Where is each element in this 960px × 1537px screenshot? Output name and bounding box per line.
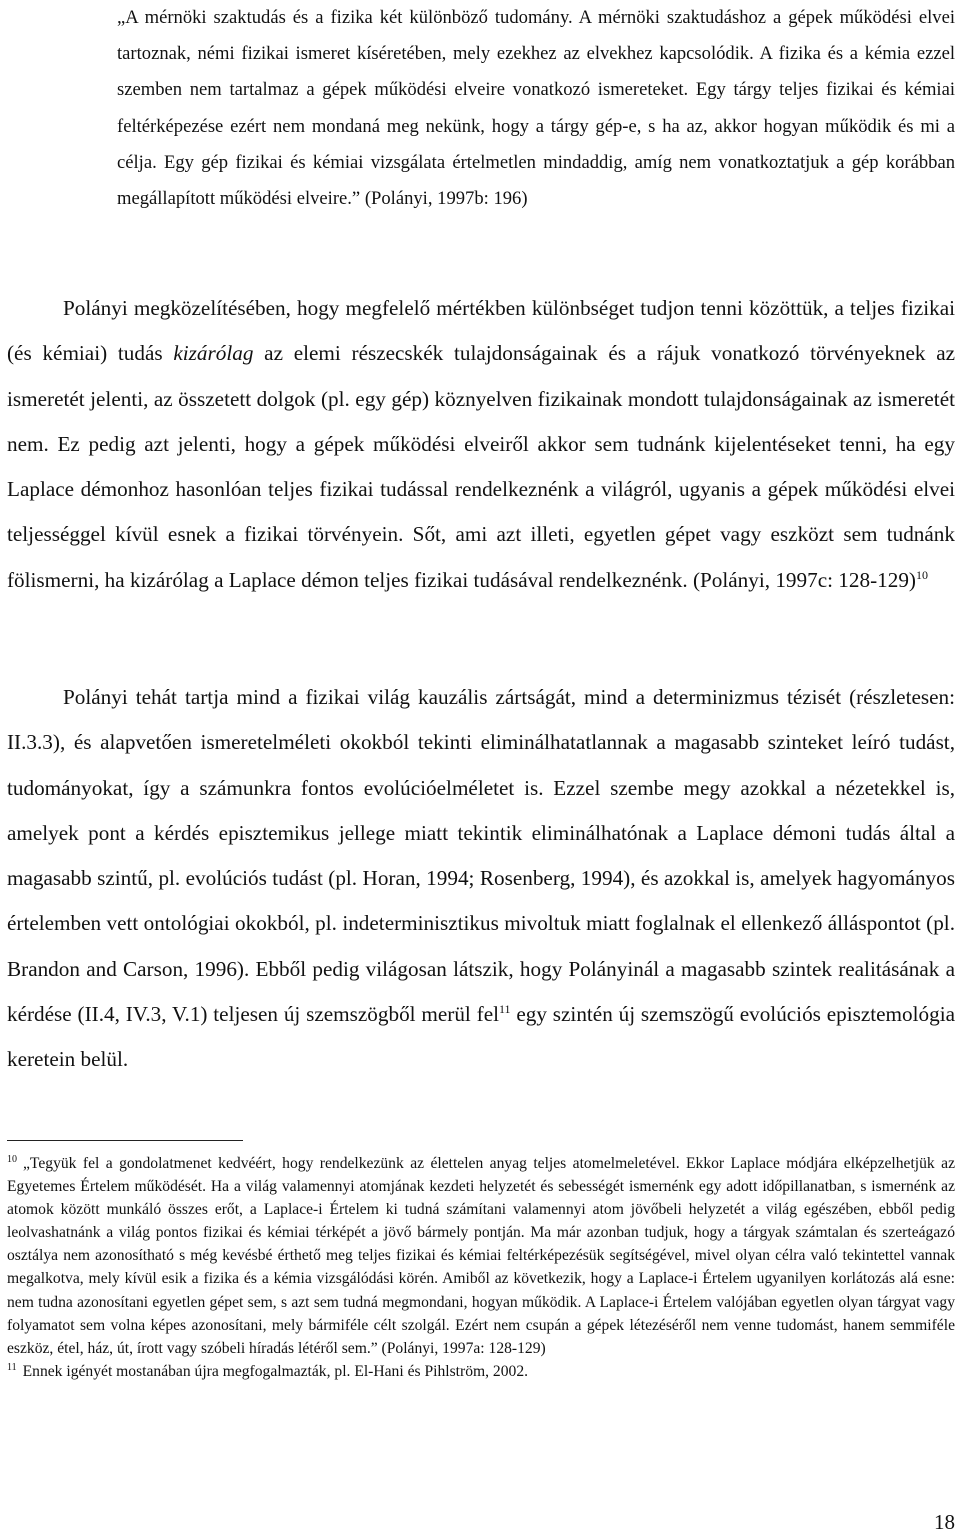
footnote-11 bbox=[7, 1360, 955, 1383]
footnote-separator bbox=[7, 1140, 243, 1141]
footnote-number: 11 bbox=[7, 1361, 17, 1373]
block-quote-text: „A mérnöki szaktudás és a fizika két különböző tudomány. A mérnöki szaktudáshoz a gépek működési elvei tartoznak, némi fizikai ismeret kíséretében, mely ezekhez az elvekhez kapcsolódik. A fizika és a kémia ezzel szemben nem tartalmaz a gépek működési elveire vonatkozó ismereteket. Egy tárgy teljes fizikai és kémiai feltérképezése ezért nem mondaná meg nekünk, hogy a tárgy gép-e, s ha az, akkor hogyan működik és mi a célja. Egy gép fizikai és kémiai vizsgálata értelmetlen mindaddig, amíg nem vonatkoztatjuk a gép korábban megállapított működési elveire.” (Polányi, 1997b: 196) bbox=[117, 7, 955, 210]
paragraph-text: egy szintén új szemszögű evolúciós episztemológia keretein belül. bbox=[7, 1002, 955, 1072]
footnote-text: „Tegyük fel a gondolatmenet kedvéért, hogy rendelkezünk az élettelen anyag teljes atomelmeletével. Ekkor Laplace módjára elképzelhetjük az Egyetemes Értelem működését. Ha a világ valamennyi atomjának kezdeti helyzetét és sebességét ismernénk egy adott időpillanatban, s ismernénk az atomok között munkáló összes erőt, a Laplace-i Értelem ki tudná számítani valamennyi atom jövőbeli helyzetét a világ egészében, ebből pedig leolvashatnánk a világ pontos fizikai és kémiai térképét a jövő bármely pontján. Ma már azonban tudjuk, hogy a tárgyak számtalan és szerteágazó osztálya nem azonosítható s még kevésbé érthető meg teljes fizikai és kémiai feltérképezésük segítségével, mivel olyan célra való tekintettel vannak megalkotva, mely kívül esik a fizika és a kémia vizsgálódási körén. Amiből az következik, hogy a Laplace-i Értelem ugyanilyen korlátozás alá esne: nem tudna azonosítani egyetlen gépet sem, s azt sem tudná megmondani, hogyan működik. A Laplace-i Értelem valójában egyetlen olyan tárgyat vagy folyamatot sem volna képes azonosítani, mely bármiféle célt szolgál. Ezért nem csupán a gépek létezéséről nem venne tudomást, hanem semmiféle eszköz, étel, ház, út, írott vagy szóbeli híradás létéről sem.” (Polányi, 1997a: 128-129) bbox=[7, 1155, 955, 1357]
body-paragraph-2 bbox=[7, 675, 955, 1083]
emphasis-word: kizárólag bbox=[173, 341, 254, 366]
paragraph-text: Polányi megközelítésében, hogy megfelelő mértékben különbséget tudjon tenni közöttük, a teljes fizikai (és kémiai) tudás bbox=[7, 296, 955, 366]
footnote-number: 10 bbox=[7, 1153, 17, 1165]
block-quote bbox=[117, 0, 955, 217]
footnotes bbox=[7, 1152, 955, 1383]
footnote-reference-10[interactable]: 10 bbox=[915, 567, 928, 582]
paragraph-text: Polányi tehát tartja mind a fizikai világ kauzális zártságát, mind a determinizmus tézisét (részletesen: II.3.3), és alapvetően ismeretelméleti okokból tekinti eliminálhatatlannak a magasabb szinteket leíró tudást, tudományokat, így a számunkra fontos evolúcióelméletet is. Ezzel szembe megy azokkal a nézetekkel is, amelyek pont a kérdés episztemikus jellege miatt tekintik eliminálhatónak a Laplace démoni tudás által a magasabb szintű, pl. evolúciós tudást (pl. Horan, 1994; Rosenberg, 1994), és azokkal is, amelyek hagyományos értelemben vett ontológiai okokból, pl. indeterminisztikus mivoltuk miatt foglalnak el ellenkező álláspontot (pl. Brandon and Carson, 1996). Ebből pedig világosan látszik, hogy Polányinál a magasabb szintek realitásának a kérdése (II.4, IV.3, V.1) teljesen új szemszögből merül fel bbox=[7, 685, 955, 1027]
footnote-10 bbox=[7, 1152, 955, 1360]
paragraph-text: az elemi részecskék tulajdonságainak és a rájuk vonatkozó törvényeknek az ismeretét jelenti, az összetett dolgok (pl. egy gép) köznyelven fizikainak mondott tulajdonságainak az ismeretét nem. Ez pedig azt jelenti, hogy a gépek működési elveiről akkor sem tudnánk kijelentéseket tenni, ha egy Laplace démonhoz hasonlóan teljes fizikai tudással rendelkeznénk a világról, ugyanis a gépek működési elvei teljességgel kívül esnek a fizikai törvényein. Sőt, ami azt illeti, egyetlen gépet vagy eszközt sem tudnánk fölismerni, ha kizárólag a Laplace démon teljes fizikai tudásával rendelkeznénk. (Polányi, 1997c: 128-129) bbox=[7, 341, 955, 592]
page-number: 18 bbox=[934, 1510, 955, 1534]
body-paragraph-1 bbox=[7, 286, 955, 603]
footnote-text: Ennek igényét mostanában újra megfogalmazták, pl. El-Hani és Pihlström, 2002. bbox=[22, 1362, 529, 1380]
footnote-reference-11[interactable]: 11 bbox=[498, 1002, 511, 1017]
